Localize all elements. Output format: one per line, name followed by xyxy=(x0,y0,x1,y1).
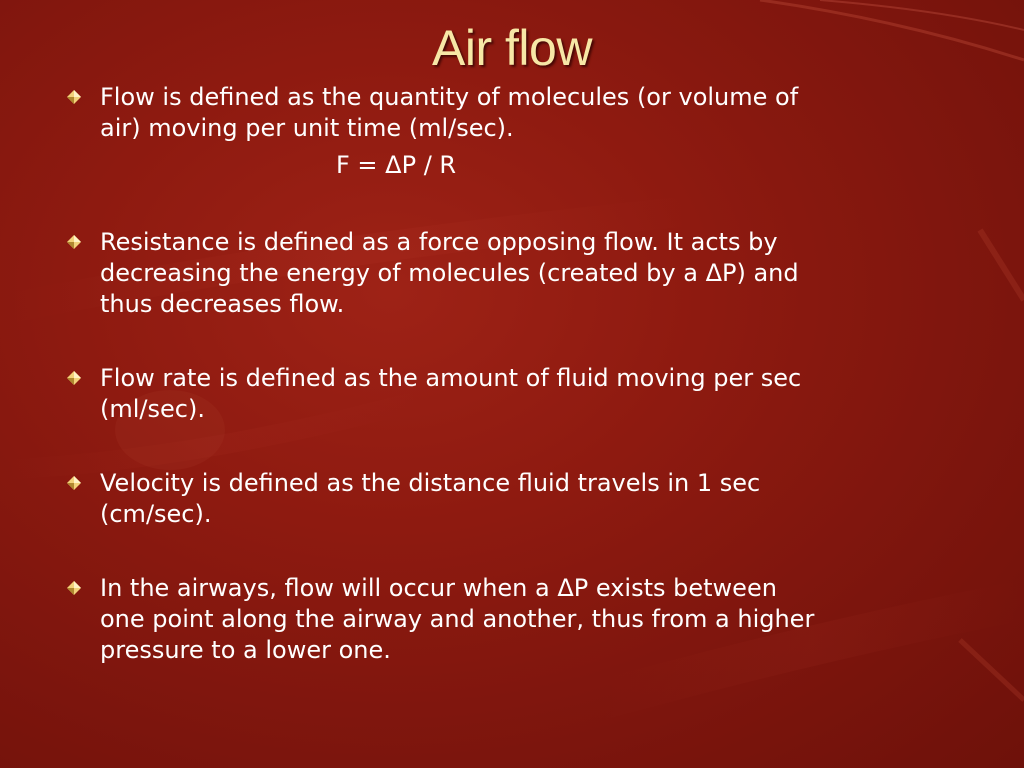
diamond-bullet-icon xyxy=(66,475,82,491)
diamond-bullet-icon xyxy=(66,234,82,250)
bullet-text: Resistance is defined as a force opposing flow. It acts by decreasing the energy of molecules (created by a ΔP) and thus decreases flow. xyxy=(100,228,799,318)
bullet-text: Velocity is defined as the distance fluid travels in 1 sec (cm/sec). xyxy=(100,469,761,528)
diamond-bullet-icon xyxy=(66,89,82,105)
bullet-text: Flow is defined as the quantity of molecules (or volume of air) moving per unit time (ml/sec). xyxy=(100,83,799,142)
flow-formula: F = ΔP / R xyxy=(336,151,457,179)
slide-title: Air flow xyxy=(432,20,592,76)
diamond-bullet-icon xyxy=(66,580,82,596)
diamond-bullet-icon xyxy=(66,370,82,386)
bullet-text: In the airways, flow will occur when a ΔP exists between one point along the airway and another, thus from a higher pressure to a lower one. xyxy=(100,574,815,664)
bullet-text: Flow rate is defined as the amount of fluid moving per sec (ml/sec). xyxy=(100,364,802,423)
